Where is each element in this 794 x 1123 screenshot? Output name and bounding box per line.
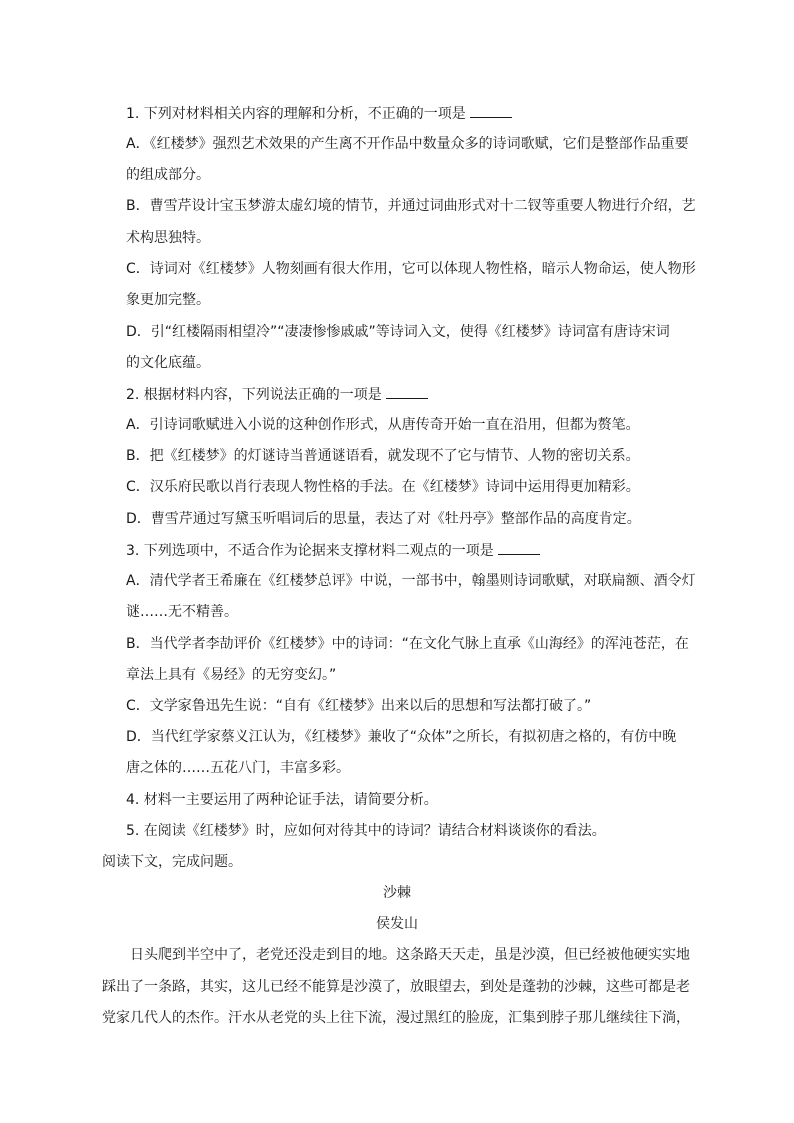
question-1-option-b-continued: 术构思独特。 <box>126 230 210 246</box>
question-1-option-c: C．诗词对《红楼梦》人物刻画有很大作用，它可以体现人物性格，暗示人物命运，使人物形 <box>126 261 696 277</box>
question-2-option-a: A．引诗词歌赋进入小说的这种创作形式，从唐传奇开始一直在沿用，但都为赘笔。 <box>126 417 640 433</box>
question-3-option-c: C．文学家鲁迅先生说：“自有《红楼梦》出来以后的思想和写法都打破了。” <box>126 698 592 714</box>
passage-author: 侯发山 <box>376 916 418 932</box>
passage-paragraph-line-1: 日头爬到半空中了，老党还没走到目的地。这条路天天走，虽是沙漠，但已经被他硬实实地 <box>130 947 690 963</box>
question-1-option-d: D．引“红楼隔雨相望冷”“凄凄惨惨戚戚”等诗词入文，使得《红楼梦》诗词富有唐诗宋词 <box>126 324 670 340</box>
passage-paragraph-line-2: 踩出了一条路，其实，这儿已经不能算是沙漠了，放眼望去，到处是蓬勃的沙棘，这些可都是老 <box>102 979 690 995</box>
question-1-option-d-continued: 的文化底蕴。 <box>126 355 210 371</box>
answer-blank <box>470 103 512 118</box>
question-3-option-a: A．清代学者王希廉在《红楼梦总评》中说，一部书中，翰墨则诗词歌赋，对联扁额、酒令灯 <box>126 573 696 589</box>
answer-blank <box>386 384 428 399</box>
question-2-stem: 2. 根据材料内容，下列说法正确的一项是 <box>126 384 428 405</box>
question-3-stem: 3. 下列选项中，不适合作为论据来支撑材料二观点的一项是 <box>126 540 540 561</box>
question-1-option-b: B．曹雪芹设计宝玉梦游太虚幻境的情节，并通过词曲形式对十二钗等重要人物进行介绍，艺 <box>126 198 696 214</box>
question-4-stem: 4. 材料一主要运用了两种论证手法，请简要分析。 <box>126 792 438 808</box>
answer-blank <box>498 540 540 555</box>
question-1-option-a-continued: 的组成部分。 <box>126 167 210 183</box>
question-3-option-d: D．当代红学家蔡义江认为，《红楼梦》兼收了“众体”之所长，有拟初唐之格的，有仿中晚 <box>126 729 677 745</box>
question-3-option-a-continued: 谜……无不精善。 <box>126 604 238 620</box>
question-3-option-b-continued: 章法上具有《易经》的无穷变幻。” <box>126 667 337 683</box>
question-5-stem: 5. 在阅读《红楼梦》时，应如何对待其中的诗词？请结合材料谈谈你的看法。 <box>126 823 606 839</box>
question-3-option-b: B．当代学者李劼评价《红楼梦》中的诗词：“在文化气脉上直承《山海经》的浑沌苍茫，在 <box>126 636 689 652</box>
question-1-option-a: A．《红楼梦》强烈艺术效果的产生离不开作品中数量众多的诗词歌赋，它们是整部作品重要 <box>126 136 689 152</box>
question-1-stem: 1. 下列对材料相关内容的理解和分析，不正确的一项是 <box>126 103 512 124</box>
passage-title: 沙棘 <box>383 885 411 901</box>
passage-paragraph-line-3: 党家几代人的杰作。汗水从老党的头上往下流，漫过黑红的脸庞，汇集到脖子那儿继续往下淌， <box>102 1010 690 1026</box>
question-2-option-b: B．把《红楼梦》的灯谜诗当普通谜语看，就发现不了它与情节、人物的密切关系。 <box>126 448 640 464</box>
reading-instruction: 阅读下文，完成问题。 <box>102 854 242 870</box>
question-3-option-d-continued: 唐之体的……五花八门，丰富多彩。 <box>126 760 350 776</box>
question-2-option-d: D．曹雪芹通过写黛玉听唱词后的思量，表达了对《牡丹亭》整部作品的高度肯定。 <box>126 511 641 527</box>
question-2-option-c: C．汉乐府民歌以肖行表现人物性格的手法。在《红楼梦》诗词中运用得更加精彩。 <box>126 479 640 495</box>
question-1-option-c-continued: 象更加完整。 <box>126 292 210 308</box>
